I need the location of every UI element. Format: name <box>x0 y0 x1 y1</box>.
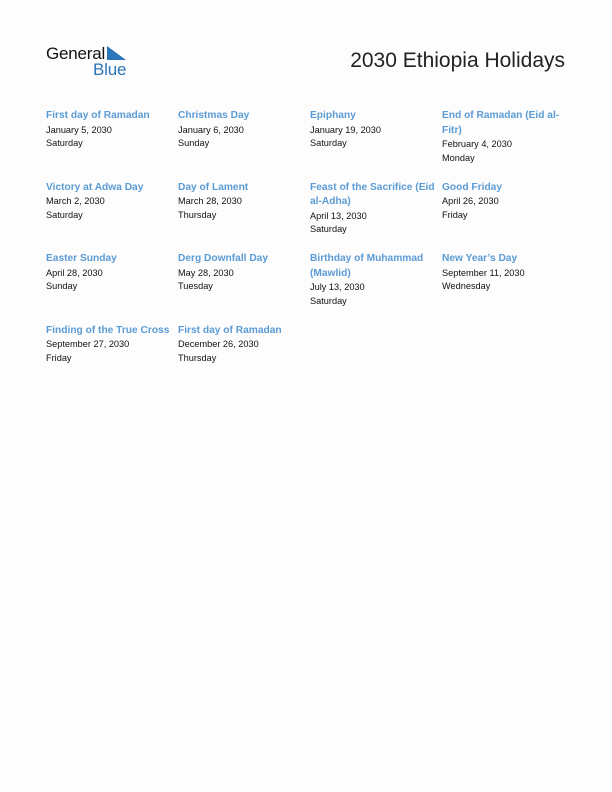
holiday-date: March 2, 2030 <box>46 196 105 206</box>
holiday-date: January 19, 2030 <box>310 124 382 135</box>
holiday-entry <box>46 181 178 253</box>
holiday-weekday: Friday <box>46 352 72 363</box>
holiday-name: End of Ramadan (Eid al-Fitr) <box>442 110 560 136</box>
holiday-name: New Year’s Day <box>442 253 518 264</box>
brand-logo <box>46 44 136 80</box>
holiday-date: May 28, 2030 <box>178 267 234 278</box>
holiday-weekday: Saturday <box>310 138 347 148</box>
holiday-date: July 13, 2030 <box>310 282 365 292</box>
holiday-weekday: Sunday <box>46 281 78 291</box>
holiday-name: Epiphany <box>310 110 356 121</box>
holiday-name: Easter Sunday <box>46 253 117 264</box>
holiday-weekday: Thursday <box>178 209 217 220</box>
holiday-entry <box>46 252 178 324</box>
holiday-name: Finding of the True Cross <box>46 324 170 336</box>
holiday-weekday: Saturday <box>46 209 83 220</box>
holiday-grid <box>46 109 576 395</box>
holiday-entry <box>310 109 442 181</box>
holiday-name: Feast of the Sacrifice (Eid al-Adha) <box>310 181 435 207</box>
holiday-entry <box>442 181 574 253</box>
holiday-weekday: Friday <box>442 209 468 220</box>
holiday-entry <box>46 324 178 396</box>
holiday-date: April 28, 2030 <box>46 267 103 278</box>
holiday-weekday: Wednesday <box>442 281 491 291</box>
brand-word-general: General <box>46 44 106 63</box>
holiday-entry <box>46 109 178 181</box>
holiday-entry <box>442 252 574 324</box>
holiday-name: First day of Ramadan <box>178 324 282 336</box>
brand-word-blue: Blue <box>93 60 127 79</box>
holiday-date: April 13, 2030 <box>310 210 367 221</box>
holiday-entry <box>310 252 442 324</box>
holiday-name: Victory at Adwa Day <box>46 181 144 193</box>
holiday-weekday: Sunday <box>178 138 210 148</box>
holiday-date: February 4, 2030 <box>442 139 512 149</box>
holiday-entry <box>310 181 442 253</box>
holiday-entry <box>178 109 310 181</box>
holiday-date: March 28, 2030 <box>178 196 242 206</box>
holiday-weekday: Tuesday <box>178 281 213 291</box>
holiday-date: December 26, 2030 <box>178 339 259 349</box>
holiday-name: Christmas Day <box>178 110 250 121</box>
holiday-name: Derg Downfall Day <box>178 253 269 264</box>
holiday-weekday: Thursday <box>178 352 217 363</box>
holiday-entry <box>178 324 310 396</box>
holiday-name: Day of Lament <box>178 181 249 193</box>
holiday-date: April 26, 2030 <box>442 196 499 206</box>
page-title: 2030 Ethiopia Holidays <box>350 49 565 72</box>
holiday-weekday: Saturday <box>310 295 347 306</box>
holiday-date: September 27, 2030 <box>46 339 130 349</box>
holiday-date: January 6, 2030 <box>178 124 244 135</box>
holiday-name: Birthday of Muhammad (Mawlid) <box>310 253 424 279</box>
holiday-weekday: Saturday <box>310 224 347 234</box>
holiday-entry <box>442 109 574 181</box>
holiday-weekday: Monday <box>442 152 475 163</box>
blue-triangle-icon <box>107 46 127 62</box>
holiday-entry <box>178 252 310 324</box>
holiday-weekday: Saturday <box>46 138 83 148</box>
holiday-date: September 11, 2030 <box>442 267 525 278</box>
holiday-entry <box>178 181 310 253</box>
holiday-date: January 5, 2030 <box>46 124 112 135</box>
holiday-name: Good Friday <box>442 181 502 193</box>
holiday-name: First day of Ramadan <box>46 110 150 121</box>
